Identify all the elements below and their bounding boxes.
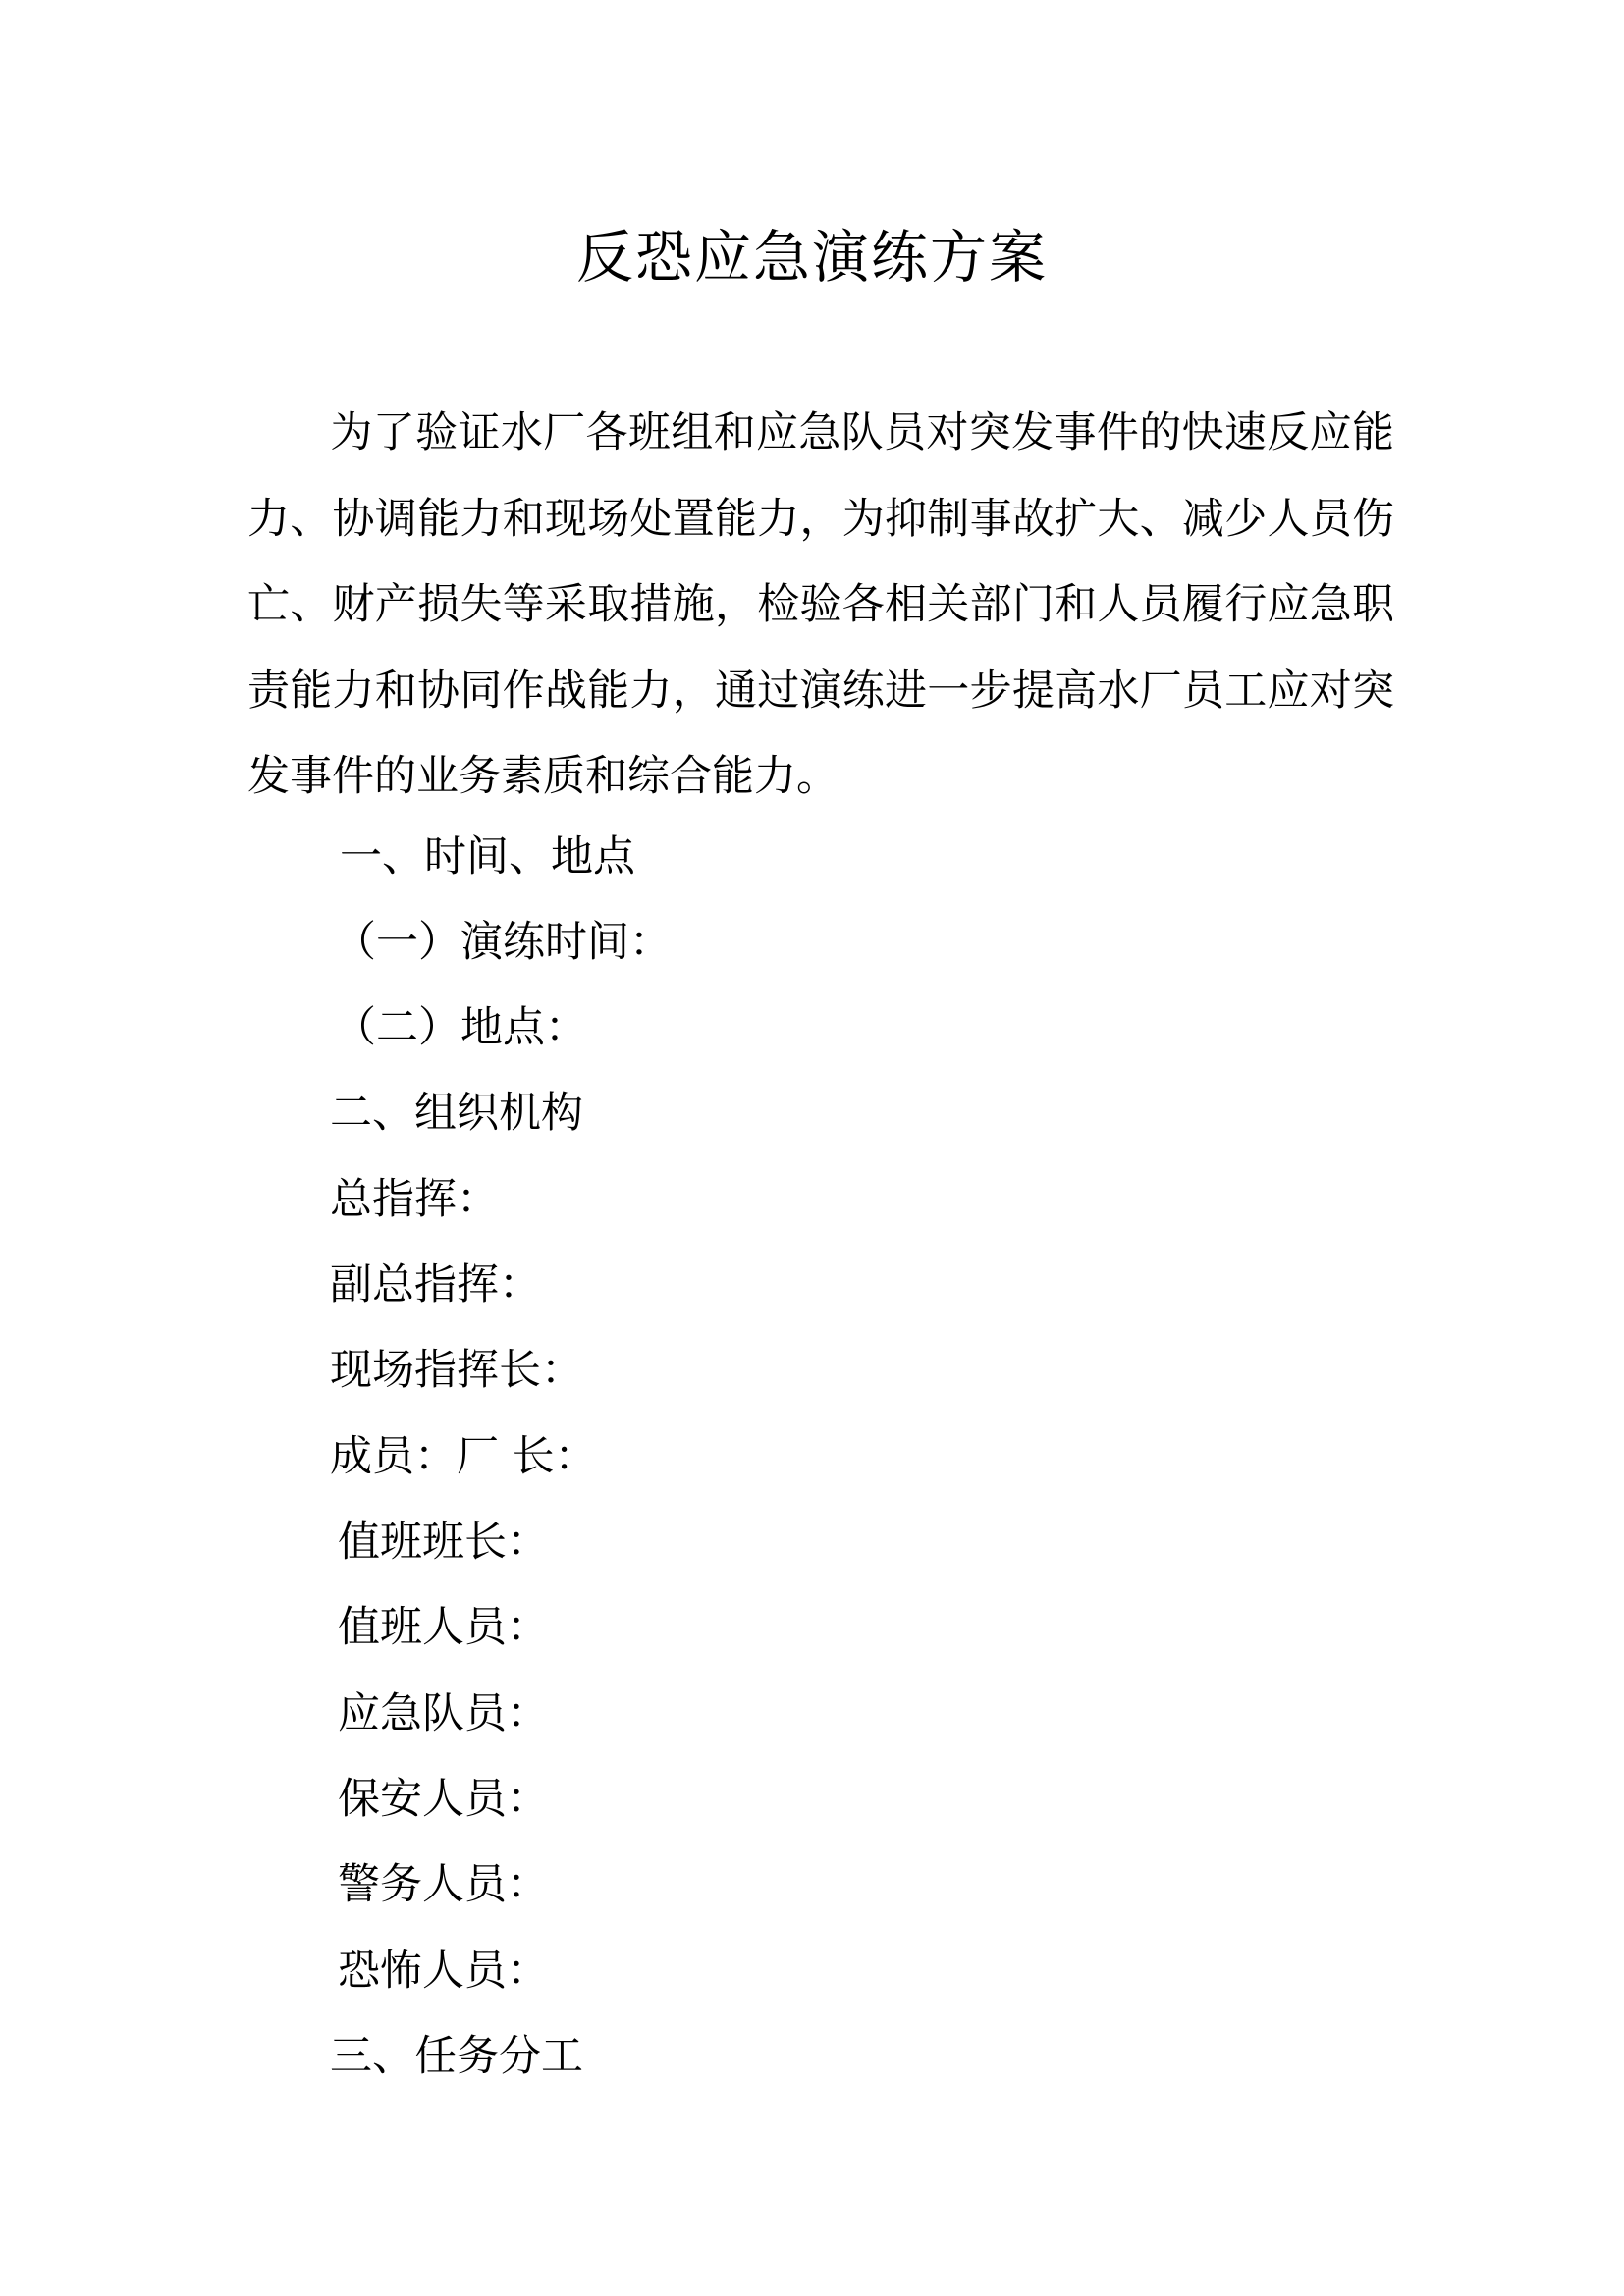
org-members-director: 成员：厂 长： <box>330 1432 597 1481</box>
intro-paragraph-text: 为了验证水厂各班组和应急队员对突发事件的快速反应能力、协调能力和现场处置能力，为抑制事故扩大、减少人员伤亡、财产损失等采取措施，检验各相关部门和人员履行应急职责能力和协同作战能力，通过演练进一步提高水厂员工应对突发事件的业务素质和综合能力。 <box>247 408 1394 802</box>
document-title: 反恐应急演练方案 <box>575 224 1048 291</box>
org-deputy-commander: 副总指挥： <box>330 1260 541 1309</box>
intro-paragraph <box>247 391 1394 821</box>
org-shift-leader: 值班班长： <box>338 1518 549 1567</box>
org-terrorist-role: 恐怖人员： <box>338 1947 549 1996</box>
org-security-staff: 保安人员： <box>338 1775 549 1824</box>
org-commander: 总指挥： <box>330 1175 499 1224</box>
section-heading-time-place: 一、时间、地点 <box>340 832 635 881</box>
org-site-commander: 现场指挥长： <box>330 1346 583 1395</box>
item-drill-time: （一）演练时间： <box>334 918 672 967</box>
org-shift-staff: 值班人员： <box>338 1603 549 1652</box>
org-emergency-team: 应急队员： <box>338 1689 549 1738</box>
item-location: （二）地点： <box>334 1003 587 1052</box>
section-heading-organization: 二、组织机构 <box>330 1089 583 1138</box>
section-heading-task-division: 三、任务分工 <box>330 2032 583 2081</box>
org-police-staff: 警务人员： <box>338 1860 549 1909</box>
